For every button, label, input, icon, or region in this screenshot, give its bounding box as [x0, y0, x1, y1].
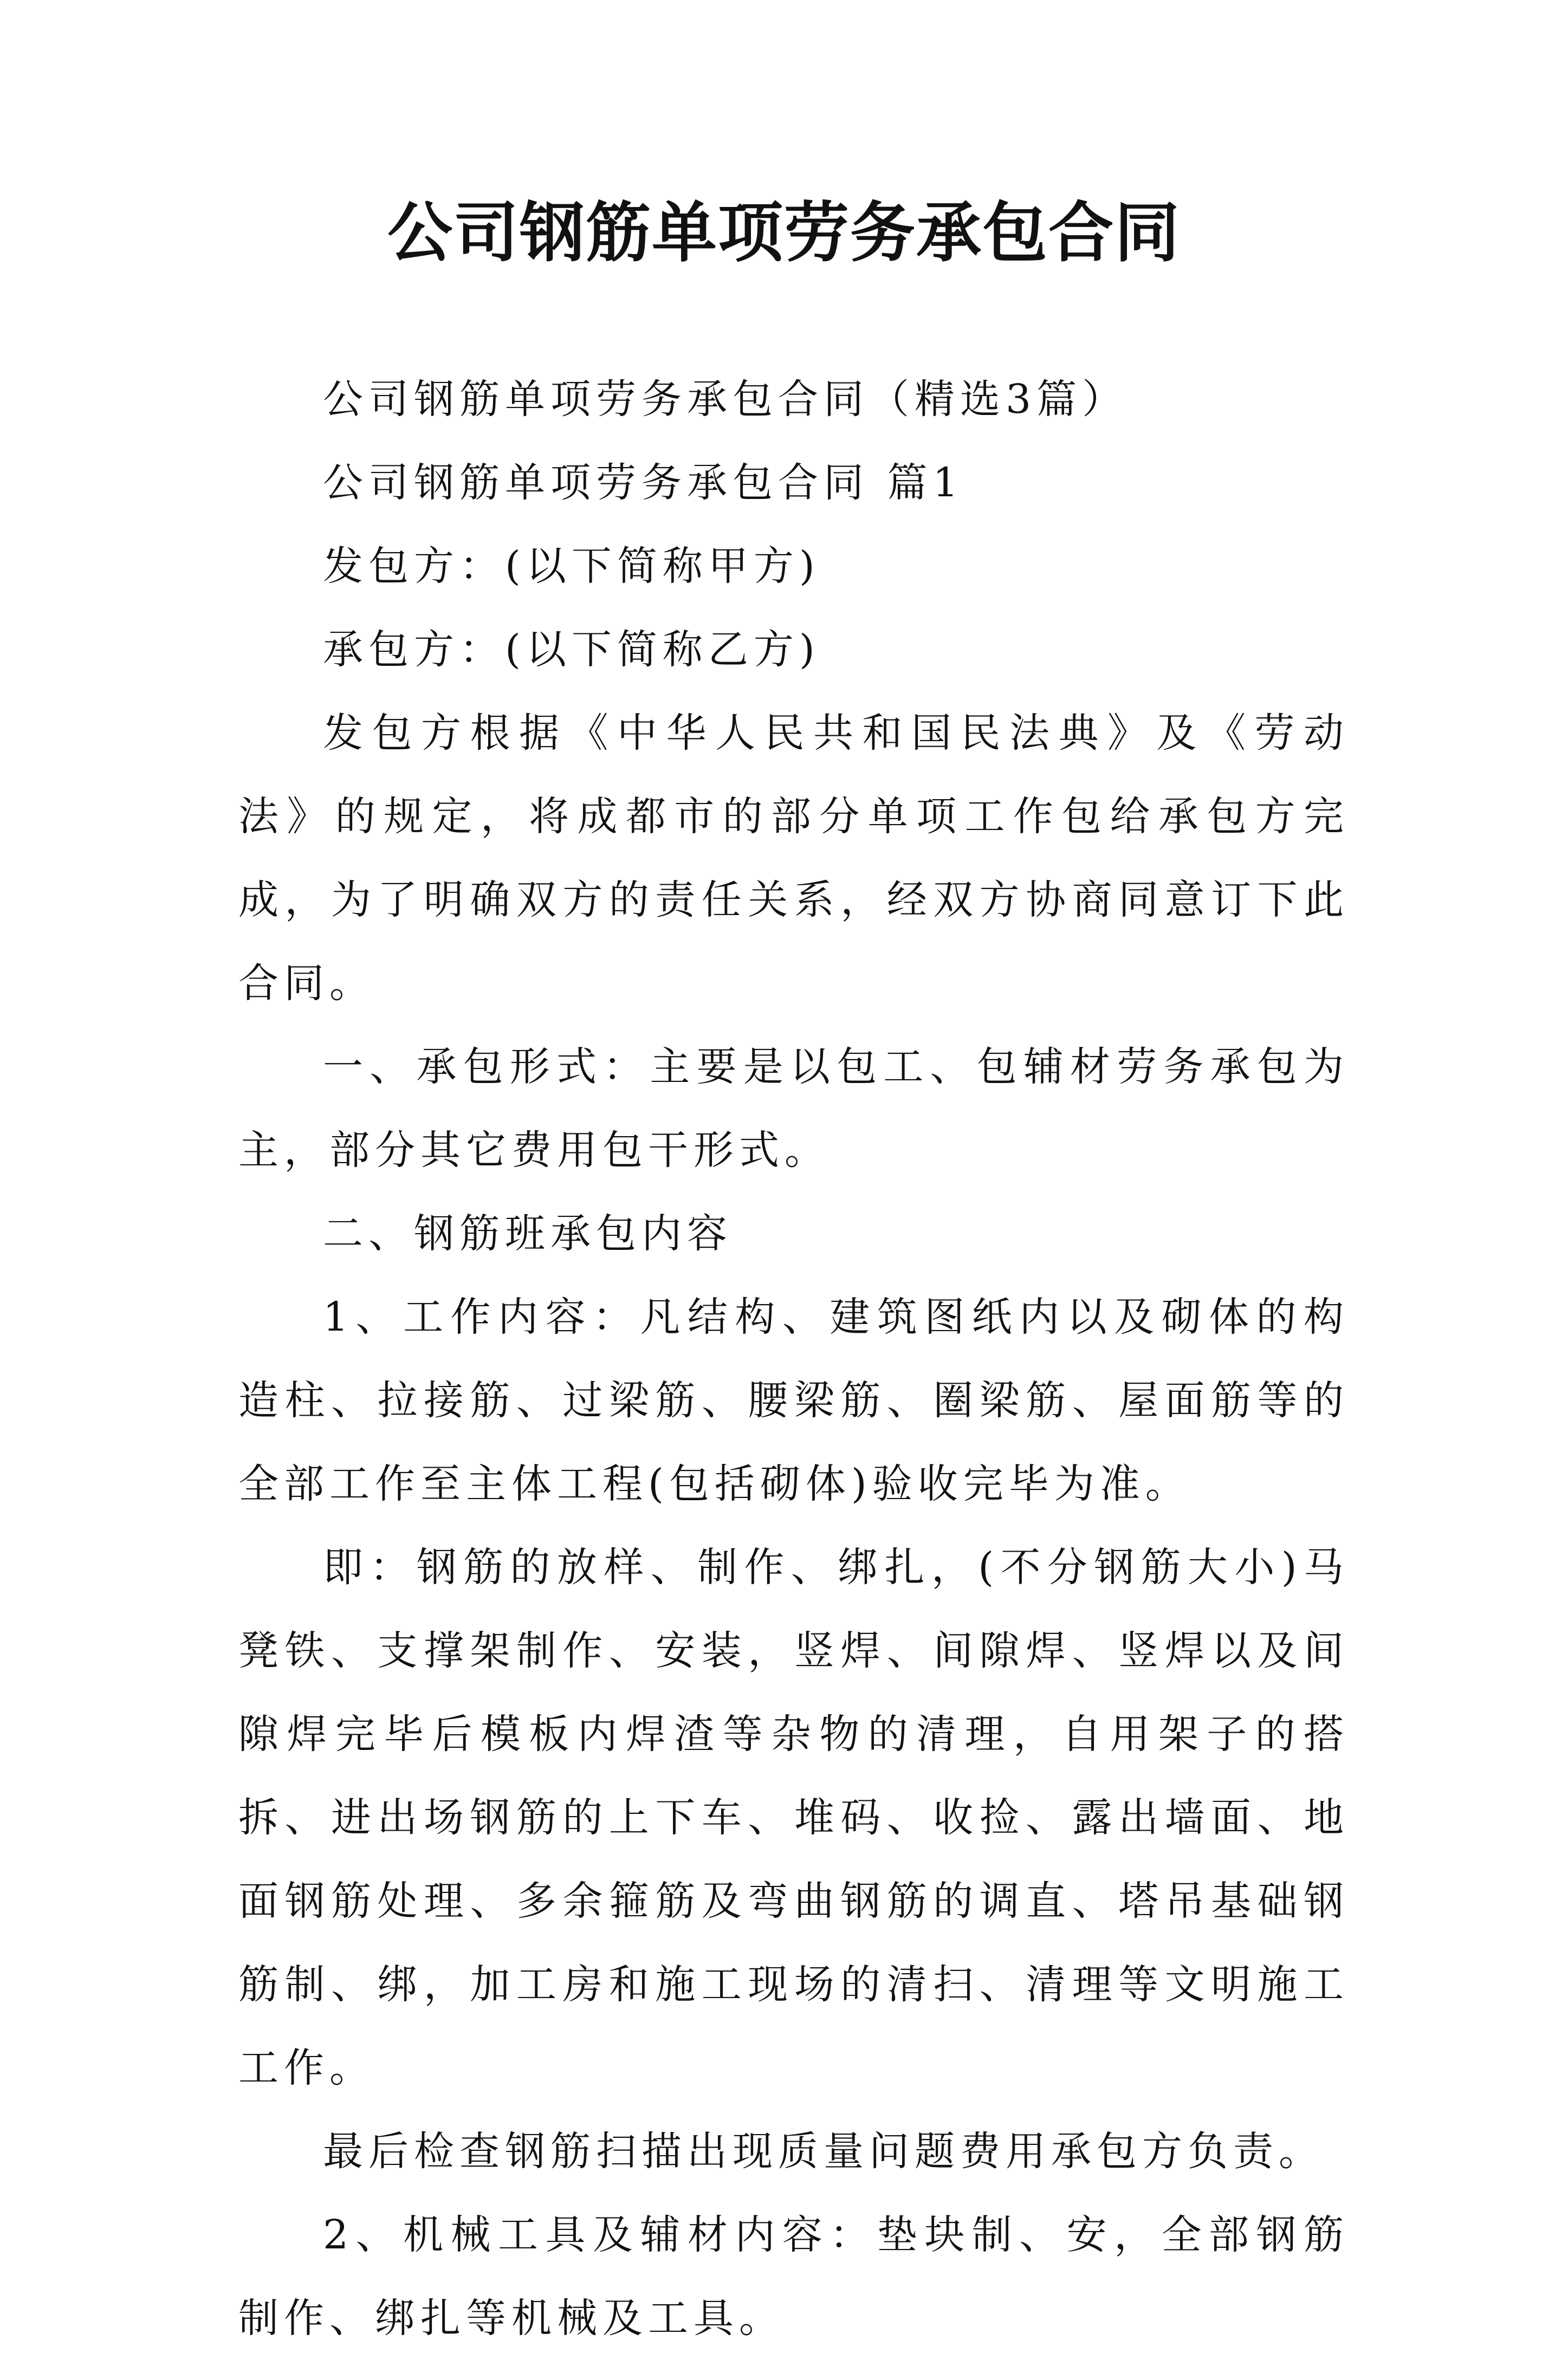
paragraph-contract-form: 一、承包形式：主要是以包工、包辅材劳务承包为主，部分其它费用包干形式。: [238, 1043, 1349, 1173]
paragraph-party-a: 发包方：(以下简称甲方): [323, 543, 820, 589]
paragraph-preamble: 发包方根据《中华人民共和国民法典》及《劳动法》的规定，将成都市的部分单项工作包给承包方完成，为了明确双方的责任关系，经双方协商同意订下此合同。: [238, 710, 1349, 1007]
paragraph-tools-materials: 2、机械工具及辅材内容：垫块制、安，全部钢筋制作、绑扎等机械及工具。: [238, 2212, 1349, 2342]
document-title: 公司钢筋单项劳务承包合同: [387, 194, 1181, 271]
paragraph-work-details: 即：钢筋的放样、制作、绑扎，(不分钢筋大小)马凳铁、支撑架制作、安装，竖焊、间隙焊、竖焊以及间隙焊完毕后模板内焊渣等杂物的清理，自用架子的搭拆、进出场钢筋的上下车、堆码、收捡、露出墙面、地面钢筋处理、多余箍筋及弯曲钢筋的调直、塔吊基础钢筋制、绑，加工房和施工现场的清扫、清理等文明施工工作。: [238, 1544, 1349, 2091]
paragraph-party-b: 承包方：(以下简称乙方): [323, 626, 820, 673]
paragraph-subtitle: 公司钢筋单项劳务承包合同（精选3篇）: [323, 376, 1128, 423]
document-body: [238, 358, 1349, 2360]
paragraph-scope-heading: 二、钢筋班承包内容: [323, 1210, 733, 1257]
paragraph-section-heading: 公司钢筋单项劳务承包合同 篇1: [323, 459, 964, 506]
paragraph-quality-check: 最后检查钢筋扫描出现质量问题费用承包方负责。: [323, 2128, 1324, 2175]
paragraph-work-content: 1、工作内容：凡结构、建筑图纸内以及砌体的构造柱、拉接筋、过梁筋、腰梁筋、圈梁筋、屋面筋等的全部工作至主体工程(包括砌体)验收完毕为准。: [238, 1294, 1349, 1507]
